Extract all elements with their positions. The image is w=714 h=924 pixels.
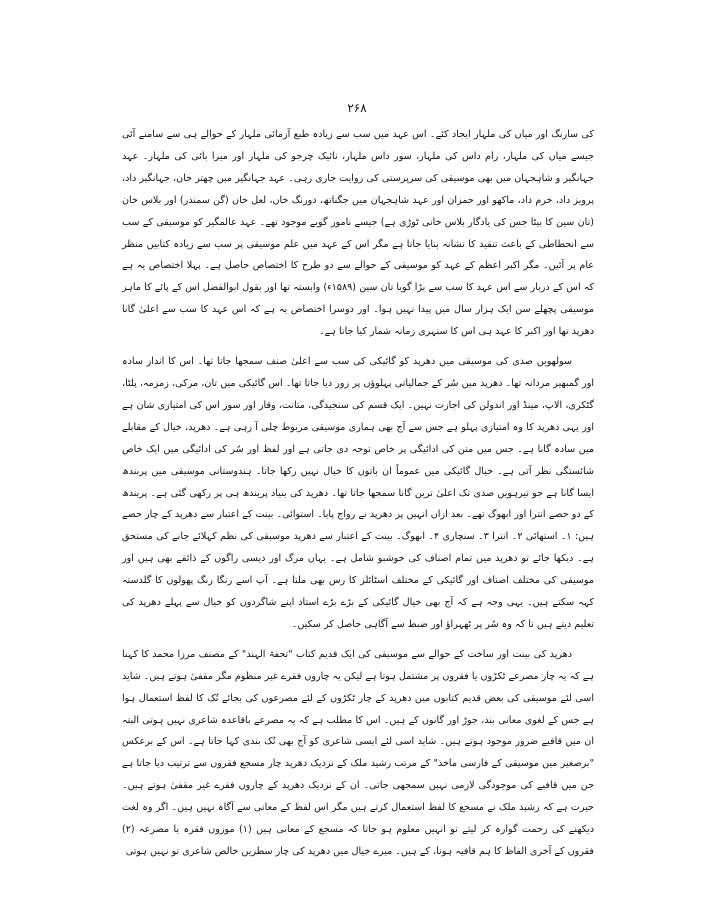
- paragraph-2: سولھویں صدی کی موسیقی میں دھرپد کو گائیکی کی سب سے اعلیٰ صنف سمجھا جاتا تھا۔ اس کا انداز سادہ اور گمبھیر مردانہ تھا۔ دھرپد میں سُر کے جمالیاتی پہلوؤں پر زور دیا جاتا تھا۔ اس گائیکی میں تان، مرکی، زمزمہ، پلٹا، گٹکری، الاپ، مینڈ اور اندولن کی اجازت نہیں۔ ایک قسم کی سنجیدگی، متانت، وقار اور سوز اس کی امتیازی شان ہے اور یہی دھرپد کا وہ امتیازی پہلو ہے جس سے آج بھی ہماری موسیقی مربوط چلی آ رہی ہے۔ دھرپد، خیال کے مقابلے میں سادہ گانا ہے۔ جس میں متن کی ادائیگی پر خاص توجہ دی جاتی ہے اور لفظ اور سُر کی ادائیگی میں ایک خاص شائستگی نظر آتی ہے۔ خیال گائیکی میں عموماً ان باتوں کا خیال نہیں رکھا جاتا۔ ہندوستانی موسیقی میں پربندھ ایسا گانا ہے جو تیرہویں صدی تک اعلیٰ ترین گانا سمجھا جاتا تھا۔ دھرپد کی بنیاد پربندھ ہی پر رکھی گئی ہے۔ پربندھ کے دو حصے انترا اور ابھوگ تھے۔ بعد ازاں انہیں پر دھرپد نے رواج پایا۔ استوائی۔ بینت کے اعتبار سے دھرپد کے چار حصے ہیں: ۱۔ استھائی ۲۔ انترا ۳۔ سنچاری ۴۔ ابھوگ۔ بینت کے اعتبار سے دھرپد موسیقی کی نظم کہلائے جانے کی مستحق ہے۔ دیکھا جائے تو دھرپد میں تمام اصناف کی خوشبو شامل ہے۔ یہاں مرگ اور دیسی راگوں کے ذائقے بھی ہیں اور موسیقی کی مختلف اصناف اور گائیکی کے مختلف اسٹائلز کا رس بھی ملتا ہے۔ آپ اسے رنگا رنگ پھولوں کا گلدستہ کہہ سکتے ہیں۔ یہی وجہ ہے کہ آج بھی خیال گائیکی کے بڑے بڑے استاد اپنے شاگردوں کو خیال سے پہلے دھرپد کی تعلیم دیتے ہیں تا کہ وہ سُر پر ٹھہراؤ اور ضبط سے آگاہی حاصل کر سکیں۔: [122, 356, 594, 630]
- page-number: ۲۶۸: [347, 101, 367, 115]
- body-text: [122, 124, 594, 863]
- paragraph-3: دھرپد کی بینت اور ساخت کے حوالے سے موسیقی کی ایک قدیم کتاب "تحفۃ الہند" کے مصنف مرزا محمد کا کہنا ہے کہ یہ چار مصرعے ٹکڑوں یا فقروں پر مشتمل ہوتا ہے لیکن یہ چاروں فقرے غیر منظوم مگر مقفیٰ ہوتے ہیں۔ شاید اسی لئے موسیقی کی بعض قدیم کتابوں میں دھرپد کے چار ٹکڑوں کے لئے مصرعوں کی بجائے تُک کا لفظ استعمال ہوا ہے جس کے لغوی معانی بند، جوڑ اور گانوں کے ہیں۔ اس کا مطلب ہے کہ یہ مصرعے باقاعدہ شاعری نہیں ہوتی البتہ ان میں قافیے ضرور موجود ہوتے ہیں۔ شاید اسی لئے ایسی شاعری کو آج بھی تُک بندی کہا جاتا ہے۔ اس کے برعکس "برصغیر میں موسیقی کے فارسی ماخذ" کے مرتب رشید ملک کے نزدیک دھرپد چار مسجع فقروں سے ترتیب دیا جاتا ہے جن میں قافیے کی موجودگی لازمی نہیں سمجھی جاتی۔ ان کے نزدیک دھرپد کے چاروں فقرے غیر مقفیٰ ہوتے ہیں۔ حیرت ہے کہ رشید ملک نے مسجع کا لفظ استعمال کرتے ہیں مگر اس لفظ کے معانی سے آگاہ نہیں ہیں۔ اگر وہ لغت دیکھنے کی زحمت گوارہ کر لیتے تو انہیں معلوم ہو جاتا کہ مسجع کے معانی ہیں (۱) موزوں فقرہ یا مصرعہ (۲) فقروں کے آخری الفاظ کا ہم قافیہ ہونا، کے ہیں۔ میرے خیال میں دھرپد کی چار سطریں خالص شاعری تو نہیں ہوتی: [122, 648, 594, 857]
- paragraph-1: کی سارنگ اور میاں کی ملہار ایجاد کئے۔ اس عہد میں سب سے زیادہ طبع آزمائی ملہار کے حوالے ہی سے سامنے آئی جیسے میاں کی ملہار، رام داس کی ملہار، سور داس ملہار، نائیک چرجو کی ملہار اور میرا بائی کی ملہار۔ عہد جہانگیر و شاہجہان میں بھی موسیقی کی سرپرستی کی روایت جاری رہی۔ عہد جہانگیر میں چھتر خان، جہانگیر داد، پرویز داد، خرم داد، ماکھو اور حمزان اور عہد شاہجہان میں جگناتھ، دورنگ خاں، لعل خاں (گن سمندر) اور بلاس خان (تان سین کا بیٹا جس کی یادگار بلاس خانی ٹوڑی ہے) جیسے نامور گویے موجود تھے۔ عہد عالمگیر کو موسیقی کے سب سے انحطاطی کے باعث تنقید کا نشانہ بنایا جاتا ہے مگر اس کے عہد میں علم موسیقی پر سب سے زیادہ کتابیں منظر عام پر آئیں۔ مگر اکبر اعظم کے عہد کو موسیقی کے حوالے سے دو طرح کا اختصاص حاصل ہے۔ پہلا اختصاص یہ ہے کہ اس کے دربار سے اس عہد کا سب سے بڑا گویا تان سین (۱۵۸۹ء) وابستہ تھا اور بقول ابوالفضل اس کے پائے کا ماہر موسیقی پچھلے سن ایک ہزار سال میں پیدا نہیں ہوا۔ اور دوسرا اختصاص یہ ہے کہ اس عہد کا سب سے اعلیٰ گانا دھرپد تھا اور اکبر کا عہد ہی اس کا سنہری زمانہ شمار کیا جاتا ہے۔: [122, 129, 594, 338]
